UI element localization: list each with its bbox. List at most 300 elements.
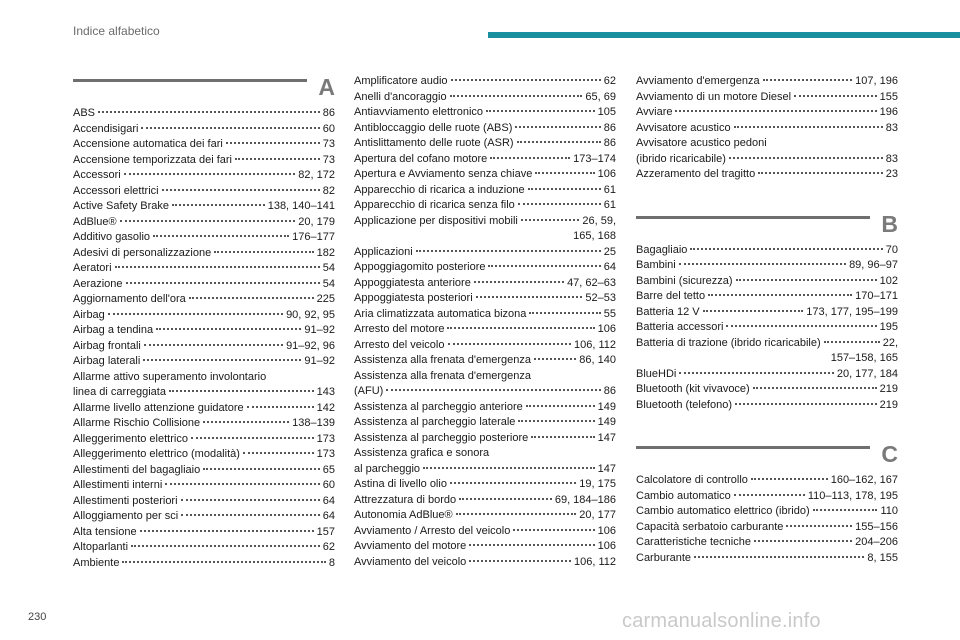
dot-leader: [754, 540, 852, 542]
entry-term: BlueHDi: [636, 367, 677, 380]
dot-leader: [456, 513, 577, 515]
entry-pages: 149: [597, 400, 616, 413]
dot-leader: [108, 313, 283, 315]
entry-pages: 61: [603, 199, 616, 211]
entry-pages: 86: [603, 385, 616, 397]
index-entry: [73, 339, 335, 355]
dot-leader: [734, 494, 805, 496]
index-entry: [636, 520, 898, 536]
index-entry: [73, 122, 335, 138]
dot-leader: [518, 203, 601, 205]
dot-leader: [708, 294, 852, 296]
entry-pages: 52–53: [585, 292, 616, 304]
entry-term: Bluetooth (telefono): [636, 398, 733, 411]
dot-leader: [528, 188, 601, 190]
index-entry: [73, 215, 335, 231]
dot-leader: [181, 499, 320, 501]
watermark: carmanualsonline.info: [622, 610, 821, 632]
entry-term: Appoggiatesta posteriori: [354, 292, 473, 304]
entry-pages: 23: [885, 168, 898, 180]
dot-leader: [169, 390, 314, 392]
index-entry: [354, 183, 616, 199]
index-entry: [636, 305, 898, 321]
index-entry: [354, 74, 616, 90]
dot-leader: [203, 421, 289, 423]
index-entry: [636, 473, 898, 489]
dot-leader: [726, 325, 876, 327]
index-entry: [354, 524, 616, 540]
entry-pages: 64: [603, 261, 616, 273]
entry-term: Allarme Rischio Collisione: [73, 417, 201, 429]
entry-pages: 62: [603, 75, 616, 87]
entry-term: Alta tensione: [73, 525, 137, 538]
dot-leader: [98, 111, 320, 113]
dot-leader: [450, 482, 576, 484]
index-entry: [354, 477, 616, 493]
index-entry-text: Assistenza alla frenata d'emergenza: [354, 369, 531, 382]
dot-leader: [469, 560, 571, 562]
dot-leader: [735, 403, 877, 405]
index-section-b: [636, 211, 898, 414]
dot-leader: [423, 467, 595, 469]
entry-term: Apertura e Avviamento senza chiave: [354, 168, 533, 180]
entry-term: Bambini (sicurezza): [636, 274, 733, 287]
entry-term: Bambini: [636, 259, 676, 271]
dot-leader: [518, 420, 594, 422]
entry-term: (AFU): [354, 385, 384, 397]
entry-term: Allestimenti del bagagliaio: [73, 463, 201, 476]
index-entry: [354, 136, 616, 152]
entry-pages: 138–139: [292, 417, 335, 429]
entry-term: Batteria di trazione (ibrido ricaricabile): [636, 336, 821, 349]
entry-pages: 86, 140: [579, 354, 616, 366]
entry-pages: 196: [879, 106, 898, 118]
entry-term: Capacità serbatoio carburante: [636, 520, 784, 533]
entry-pages: 160–162, 167: [830, 474, 898, 486]
entry-term: Cambio automatico: [636, 489, 731, 502]
index-entry: [636, 336, 898, 352]
entry-pages: 91–92: [304, 324, 335, 336]
entry-pages: 138, 140–141: [267, 200, 335, 212]
running-header-title: Indice alfabetico: [73, 24, 160, 38]
section-header: [636, 441, 898, 467]
entry-term: Airbag: [73, 308, 105, 321]
entry-pages: 60: [322, 122, 335, 135]
dot-leader: [120, 220, 296, 222]
index-section-c: [636, 441, 898, 566]
entry-term: Arresto del veicolo: [354, 338, 445, 351]
dot-leader: [162, 189, 320, 191]
entry-term: Accessori elettrici: [73, 184, 159, 197]
entry-pages: 170–171: [855, 290, 898, 302]
entry-term: Accensione automatica dei fari: [73, 138, 223, 150]
dot-leader: [476, 296, 583, 298]
dot-leader: [535, 172, 594, 174]
index-entry: [636, 551, 898, 567]
index-entry: [636, 74, 898, 90]
entry-pages: 219: [879, 383, 898, 395]
entry-pages: 47, 62–63: [567, 276, 616, 289]
dot-leader: [531, 436, 594, 438]
entry-pages: 20, 177, 184: [836, 367, 898, 380]
index-entry: [73, 292, 335, 308]
index-entry: [354, 291, 616, 307]
dot-leader: [115, 266, 320, 268]
entry-term: Active Safety Brake: [73, 200, 169, 212]
index-column-3: [636, 74, 898, 594]
entry-term: Cambio automatico elettrico (ibrido): [636, 505, 810, 517]
index-entry: [354, 462, 616, 478]
dot-leader: [243, 452, 314, 454]
entry-term: Bluetooth (kit vivavoce): [636, 383, 750, 395]
index-entry: [354, 260, 616, 276]
dot-leader: [736, 279, 877, 281]
dot-leader: [124, 173, 296, 175]
entry-pages: 60: [322, 479, 335, 491]
entry-pages: 89, 96–97: [849, 259, 898, 271]
index-entry: [73, 525, 335, 541]
dot-leader: [156, 328, 301, 330]
entry-pages: 106: [597, 168, 616, 180]
entry-term: (ibrido ricaricabile): [636, 152, 726, 165]
dot-leader: [786, 525, 852, 527]
index-entry: [73, 432, 335, 448]
header-accent-bar: [488, 32, 960, 38]
entry-term: Carburante: [636, 551, 692, 564]
dot-leader: [515, 126, 600, 128]
entry-term: Additivo gasolio: [73, 231, 151, 243]
entry-term: Alleggerimento elettrico (modalità): [73, 448, 240, 460]
entry-term: Astina di livello olio: [354, 478, 447, 490]
entry-term: Allarme livello attenzione guidatore: [73, 401, 244, 414]
entry-term: Bagagliaio: [636, 243, 688, 256]
entry-term: Antislittamento delle ruote (ASR): [354, 137, 514, 149]
index-entry: [636, 535, 898, 551]
dot-leader: [690, 248, 882, 250]
index-entry: [73, 401, 335, 417]
entry-term: ABS: [73, 107, 96, 119]
dot-leader: [189, 297, 314, 299]
index-entry: [354, 555, 616, 571]
entry-pages: 106: [597, 524, 616, 537]
index-entry: [354, 493, 616, 509]
page-number: 230: [28, 611, 47, 623]
index-entry: [354, 167, 616, 183]
section-letter: B: [881, 210, 898, 237]
index-entry: [636, 152, 898, 168]
entry-term: Aria climatizzata automatica bizona: [354, 307, 527, 320]
entry-term: Azzeramento del tragitto: [636, 168, 756, 180]
entry-pages: 86: [322, 107, 335, 119]
index-entry: [73, 106, 335, 122]
index-entry: [354, 105, 616, 121]
index-entry: [636, 320, 898, 336]
entry-pages: 54: [322, 262, 335, 274]
entry-term: Alleggerimento elettrico: [73, 432, 188, 445]
entry-pages: 149: [597, 416, 616, 428]
index-entry: [354, 338, 616, 354]
dot-leader: [703, 310, 804, 312]
entry-term: Avviare: [636, 106, 673, 118]
dot-leader: [751, 478, 828, 480]
dot-leader: [763, 79, 853, 81]
index-entry: [73, 261, 335, 277]
index-entry: [636, 167, 898, 183]
dot-leader: [247, 406, 314, 408]
entry-term: Arresto del motore: [354, 323, 445, 335]
entry-pages: 65: [322, 463, 335, 476]
entry-pages: 91–92: [304, 355, 335, 367]
section-rule: [636, 216, 870, 219]
entry-pages: 26, 59,: [582, 214, 616, 227]
entry-term: Alloggiamento per sci: [73, 510, 179, 522]
dot-leader: [203, 468, 320, 470]
entry-pages: 86: [603, 137, 616, 149]
entry-term: Avviamento d'emergenza: [636, 75, 760, 87]
entry-pages: 225: [316, 293, 335, 305]
entry-pages: 195: [879, 321, 898, 333]
entry-pages: 69, 184–186: [554, 493, 616, 506]
entry-term: Avviamento del veicolo: [354, 555, 467, 568]
index-entry: [73, 199, 335, 215]
dot-leader: [521, 219, 580, 221]
entry-term: Avviamento del motore: [354, 540, 467, 552]
entry-term: Aerazione: [73, 277, 123, 290]
index-entry: [73, 308, 335, 324]
dot-leader: [753, 387, 877, 389]
entry-term: Airbag a tendina: [73, 324, 154, 336]
entry-pages: 20, 177: [579, 509, 616, 521]
index-entry: [354, 214, 616, 230]
index-entry: [73, 556, 335, 572]
index-entry: [354, 307, 616, 323]
index-entry: [354, 400, 616, 416]
index-entry: [636, 382, 898, 398]
entry-term: Antibloccaggio delle ruote (ABS): [354, 121, 513, 134]
entry-term: Aeratori: [73, 262, 112, 274]
index-entry: [73, 246, 335, 262]
entry-pages: 176–177: [292, 231, 335, 243]
index-entry: [73, 463, 335, 479]
index-entry: [354, 90, 616, 106]
entry-term: linea di carreggiata: [73, 386, 166, 398]
dot-leader: [131, 545, 320, 547]
index-entry: [73, 153, 335, 169]
section-letter: C: [881, 441, 898, 467]
entry-term: Calcolatore di controllo: [636, 474, 748, 486]
entry-pages: 83: [885, 121, 898, 134]
index-entry: [354, 245, 616, 261]
index-entry: [73, 478, 335, 494]
index-section-continued: [636, 74, 898, 183]
entry-pages: 110: [880, 505, 898, 517]
entry-term: Assistenza alla frenata d'emergenza: [354, 354, 531, 366]
entry-pages: 86: [603, 121, 616, 134]
entry-term: Avviamento / Arresto del veicolo: [354, 524, 511, 537]
index-entry: [636, 274, 898, 290]
dot-leader: [517, 141, 601, 143]
index-entry: [354, 276, 616, 292]
dot-leader: [450, 95, 583, 97]
entry-term: Apparecchio di ricarica senza filo: [354, 199, 515, 211]
index-entry: [636, 105, 898, 121]
entry-pages: 155: [879, 90, 898, 103]
index-entry: [354, 322, 616, 338]
entry-pages: 106: [597, 540, 616, 552]
entry-term: Airbag frontali: [73, 339, 141, 352]
entry-term: Adesivi di personalizzazione: [73, 246, 212, 259]
entry-term: Allestimenti interni: [73, 479, 163, 491]
entry-term: Avviamento di un motore Diesel: [636, 90, 792, 103]
entry-term: Assistenza al parcheggio posteriore: [354, 431, 529, 444]
entry-term: Attrezzatura di bordo: [354, 493, 457, 506]
index-entry: [73, 540, 335, 556]
dot-leader: [126, 282, 320, 284]
dot-leader: [729, 157, 883, 159]
entry-pages: 8, 155: [867, 551, 898, 564]
index-entry-continuation: 165, 168: [573, 230, 616, 242]
dot-leader: [813, 509, 878, 511]
entry-term: Applicazioni: [354, 245, 413, 258]
entry-pages: 83: [885, 152, 898, 165]
entry-pages: 110–113, 178, 195: [807, 489, 898, 502]
index-entry: [636, 90, 898, 106]
dot-leader: [459, 498, 552, 500]
entry-pages: 70: [885, 243, 898, 256]
entry-pages: 204–206: [855, 536, 898, 548]
index-column-1: [73, 74, 335, 599]
dot-leader: [679, 372, 833, 374]
index-entry: [354, 539, 616, 555]
dot-leader: [143, 359, 301, 361]
entry-term: AdBlue®: [73, 215, 117, 228]
entry-pages: 173–174: [573, 152, 616, 165]
index-entry: [636, 258, 898, 274]
section-rule: [636, 446, 870, 449]
entry-term: Appoggiagomito posteriore: [354, 261, 486, 273]
dot-leader: [447, 327, 594, 329]
dot-leader: [529, 312, 600, 314]
index-entry: [73, 416, 335, 432]
entry-pages: 157: [316, 525, 335, 538]
entry-pages: 65, 69: [585, 90, 616, 103]
dot-leader: [679, 263, 846, 265]
entry-pages: 55: [603, 307, 616, 320]
dot-leader: [794, 95, 877, 97]
index-entry: [636, 489, 898, 505]
entry-term: Autonomia AdBlue®: [354, 509, 453, 521]
index-section-continued: [354, 74, 616, 570]
index-entry: [636, 504, 898, 520]
index-entry-text: Allarme attivo superamento involontario: [73, 370, 267, 383]
index-entry: [636, 367, 898, 383]
dot-leader: [824, 341, 880, 343]
entry-term: Aggiornamento dell'ora: [73, 293, 186, 305]
entry-term: Accendisigari: [73, 122, 139, 135]
entry-pages: 64: [322, 510, 335, 522]
dot-leader: [758, 172, 883, 174]
dot-leader: [451, 79, 601, 81]
dot-leader: [226, 142, 320, 144]
entry-term: Avvisatore acustico: [636, 121, 731, 134]
entry-term: Airbag laterali: [73, 355, 141, 367]
entry-pages: 155–156: [855, 520, 898, 533]
dot-leader: [141, 127, 319, 129]
dot-leader: [191, 437, 314, 439]
dot-leader: [734, 126, 883, 128]
index-entry: [73, 168, 335, 184]
entry-pages: 64: [322, 494, 335, 507]
entry-pages: 102: [879, 274, 898, 287]
entry-term: Appoggiatesta anteriore: [354, 276, 471, 289]
entry-pages: 8: [328, 556, 335, 569]
index-entry: [73, 184, 335, 200]
entry-pages: 73: [322, 153, 335, 166]
dot-leader: [144, 344, 283, 346]
entry-pages: 107, 196: [855, 75, 898, 87]
entry-term: Altoparlanti: [73, 541, 129, 553]
dot-leader: [513, 529, 594, 531]
entry-term: Barre del tetto: [636, 290, 706, 302]
entry-term: Assistenza al parcheggio laterale: [354, 416, 516, 428]
index-entry-continuation: 157–158, 165: [830, 352, 898, 364]
index-entry-text: Avvisatore acustico pedoni: [636, 137, 767, 149]
entry-term: Batteria 12 V: [636, 305, 700, 318]
entry-pages: 73: [322, 138, 335, 150]
dot-leader: [416, 250, 601, 252]
entry-pages: 106: [597, 323, 616, 335]
index-entry: [73, 385, 335, 401]
index-entry: [636, 398, 898, 414]
index-entry: [354, 508, 616, 524]
index-entry: [354, 415, 616, 431]
entry-pages: 91–92, 96: [286, 339, 335, 352]
entry-term: Anelli d'ancoraggio: [354, 90, 447, 103]
dot-leader: [469, 544, 594, 546]
dot-leader: [448, 343, 571, 345]
section-header: [636, 211, 898, 237]
dot-leader: [488, 265, 600, 267]
dot-leader: [181, 514, 320, 516]
index-entry: [354, 121, 616, 137]
dot-leader: [165, 483, 319, 485]
dot-leader: [386, 389, 600, 391]
entry-term: Antiavviamento elettronico: [354, 106, 484, 118]
index-entry: [73, 447, 335, 463]
index-entry: [73, 137, 335, 153]
entry-pages: 61: [603, 183, 616, 196]
entry-pages: 90, 92, 95: [286, 308, 335, 321]
section-letter: A: [318, 74, 335, 100]
entry-pages: 105: [597, 106, 616, 118]
index-entry: [73, 509, 335, 525]
entry-pages: 173: [316, 448, 335, 460]
entry-term: Caratteristiche tecniche: [636, 536, 751, 548]
dot-leader: [490, 157, 570, 159]
dot-leader: [675, 110, 876, 112]
entry-term: Accessori: [73, 169, 121, 181]
index-entry: [354, 152, 616, 168]
index-entry: [636, 243, 898, 259]
index-entry: [73, 323, 335, 339]
entry-pages: 62: [322, 541, 335, 553]
entry-pages: 106, 112: [573, 338, 616, 351]
index-entry: [73, 354, 335, 370]
entry-pages: 182: [316, 246, 335, 259]
entry-pages: 22,: [882, 336, 898, 349]
entry-term: Allestimenti posteriori: [73, 494, 178, 507]
entry-pages: 106, 112: [573, 555, 616, 568]
